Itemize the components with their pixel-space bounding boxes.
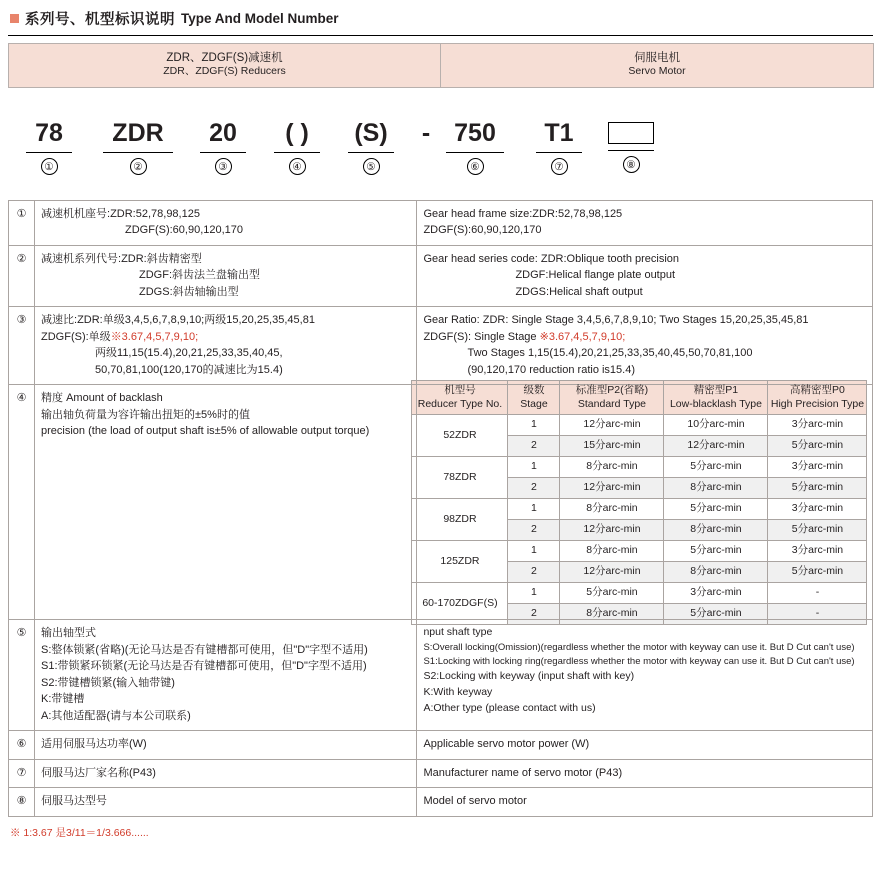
row-2-chinese <box>35 245 417 307</box>
row-7-chinese: 伺服马达厂家名称(P43) <box>35 759 417 788</box>
table-row-motor-model <box>9 788 873 817</box>
backlash-p2-1-1: 12分arc-min <box>560 415 664 436</box>
row-5-en-line-6: A:Other type (please contact with us) <box>423 701 596 714</box>
header-band <box>8 43 874 88</box>
title-chinese: 系列号、机型标识说明 <box>25 12 175 28</box>
backlash-stage-5-1: 1 <box>508 583 560 604</box>
page-title <box>8 6 873 35</box>
backlash-p1-2-1: 5分arc-min <box>664 457 768 478</box>
backlash-p0-1-1: 3分arc-min <box>768 415 867 436</box>
code-segment-3 <box>192 116 254 175</box>
row-5-en-line-4: S2:Locking with keyway (input shaft with key) <box>423 670 635 683</box>
backlash-p2-4-2: 12分arc-min <box>560 562 664 583</box>
code-text-5: (S) <box>354 118 388 147</box>
code-underline-2 <box>103 152 173 153</box>
code-underline-3 <box>200 152 246 153</box>
backlash-col-p1 <box>664 381 768 415</box>
row-index-2: ② <box>9 245 35 307</box>
row-3-cn-line-2 <box>41 329 410 346</box>
row-5-english <box>417 620 873 731</box>
row-3-cn-line-3: 两级11,15(15.4),20,21,25,33,35,40,45, <box>95 347 283 359</box>
row-3-en-line-2-mark: ※3.67,4,5,7,9,10; <box>539 330 626 343</box>
row-5-cn-line-4: S2:带键槽锁紧(输入轴带键) <box>41 676 175 689</box>
backlash-p1-1-1: 10分arc-min <box>664 415 768 436</box>
row-2-english <box>417 245 873 307</box>
table-row <box>412 415 867 436</box>
code-separator-dash <box>414 116 438 150</box>
backlash-p1-4-1: 5分arc-min <box>664 541 768 562</box>
header-servo-cn: 伺服电机 <box>634 52 680 64</box>
row-6-english: Applicable servo motor power (W) <box>417 731 873 760</box>
backlash-p2-3-1: 8分arc-min <box>560 499 664 520</box>
model-code-diagram <box>8 94 873 194</box>
backlash-p0-3-2: 5分arc-min <box>768 520 867 541</box>
table-row <box>412 457 867 478</box>
code-segment-6 <box>440 116 510 175</box>
backlash-stage-5-2: 2 <box>508 604 560 625</box>
code-text-dash: - <box>421 118 431 147</box>
row-4-cn-line-3: precision (the load of output shaft is±5% of allowable output torque) <box>41 425 370 437</box>
row-4-chinese <box>35 385 417 620</box>
row-5-chinese <box>35 620 417 731</box>
code-segment-1 <box>18 116 80 175</box>
code-box-8 <box>608 122 654 144</box>
footnote: ※ 1:3.67 是3/11＝1/3.666...... <box>10 826 149 839</box>
row-index-3: ③ <box>9 307 35 385</box>
backlash-p1-5-2: 5分arc-min <box>664 604 768 625</box>
backlash-model-1: 52ZDR <box>412 415 508 457</box>
backlash-p0-2-2: 5分arc-min <box>768 478 867 499</box>
backlash-p0-2-1: 3分arc-min <box>768 457 867 478</box>
row-5-cn-line-6: A:其他适配器(请与本公司联系) <box>41 709 191 722</box>
row-5-en-line-5: K:With keyway <box>423 686 493 698</box>
backlash-col-p2-en: Standard Type <box>577 397 646 410</box>
row-2-en-line-2: ZDGF:Helical flange plate output <box>515 269 676 281</box>
code-index-3: ③ <box>215 158 232 175</box>
code-segment-4 <box>266 116 328 175</box>
row-index-7: ⑦ <box>9 759 35 788</box>
row-4-backlash-table-cell <box>417 385 873 620</box>
table-row <box>412 583 867 604</box>
row-8-chinese: 伺服马达型号 <box>35 788 417 817</box>
backlash-p2-1-2: 15分arc-min <box>560 436 664 457</box>
backlash-p0-1-2: 5分arc-min <box>768 436 867 457</box>
backlash-p1-2-2: 8分arc-min <box>664 478 768 499</box>
backlash-model-2: 78ZDR <box>412 457 508 499</box>
backlash-p1-5-1: 3分arc-min <box>664 583 768 604</box>
code-index-5: ⑤ <box>363 158 380 175</box>
backlash-model-5: 60-170ZDGF(S) <box>412 583 508 625</box>
backlash-col-p0-en: High Precision Type <box>770 397 865 410</box>
row-3-cn-line-2-mark: ※3.67,4,5,7,9,10; <box>110 330 199 343</box>
backlash-col-p0 <box>768 381 867 415</box>
row-3-en-line-2-a: ZDGF(S): Single Stage <box>423 330 540 343</box>
backlash-col-model-cn: 机型号 <box>444 383 476 396</box>
header-reducers-cn: ZDR、ZDGF(S)减速机 <box>166 52 283 64</box>
title-bullet-icon <box>10 14 19 23</box>
row-3-chinese <box>35 307 417 385</box>
backlash-p0-4-1: 3分arc-min <box>768 541 867 562</box>
backlash-table <box>411 380 867 625</box>
row-3-en-line-2 <box>423 329 866 346</box>
row-2-cn-line-2: ZDGF:斜齿法兰盘输出型 <box>139 269 261 281</box>
row-index-4: ④ <box>9 385 35 620</box>
code-segment-5 <box>340 116 402 175</box>
code-underline-6 <box>446 152 504 153</box>
row-5-cn-line-1: 输出轴型式 <box>41 627 97 639</box>
backlash-col-stage <box>508 381 560 415</box>
header-cell-servo <box>441 44 874 88</box>
code-index-7: ⑦ <box>551 158 568 175</box>
table-row-shaft-type <box>9 620 873 731</box>
code-underline-7 <box>536 152 582 153</box>
table-row-manufacturer <box>9 759 873 788</box>
backlash-col-p1-en: Low-blacklash Type <box>669 397 762 410</box>
header-reducers-en: ZDR、ZDGF(S) Reducers <box>163 65 286 78</box>
backlash-col-model-en: Reducer Type No. <box>417 397 503 410</box>
backlash-header-row <box>412 381 867 415</box>
backlash-p2-3-2: 12分arc-min <box>560 520 664 541</box>
row-3-cn-line-1: 减速比:ZDR:单级3,4,5,6,7,8,9,10;两级15,20,25,35,45,81 <box>41 314 315 326</box>
backlash-stage-4-1: 1 <box>508 541 560 562</box>
code-index-8: ⑧ <box>623 156 640 173</box>
backlash-stage-3-2: 2 <box>508 520 560 541</box>
header-servo-en: Servo Motor <box>628 65 686 78</box>
row-index-1: ① <box>9 200 35 245</box>
code-index-4: ④ <box>289 158 306 175</box>
header-cell-reducers <box>9 44 441 88</box>
row-1-en-line-1: Gear head frame size:ZDR:52,78,98,125 <box>423 207 623 220</box>
table-row-motor-power <box>9 731 873 760</box>
backlash-col-stage-cn: 级数 <box>523 383 545 396</box>
backlash-col-p2-cn: 标准型P2(省略) <box>575 383 649 396</box>
backlash-p0-5-1: - <box>768 583 867 604</box>
row-index-6: ⑥ <box>9 731 35 760</box>
row-5-cn-line-5: K:带键槽 <box>41 693 85 705</box>
backlash-p1-4-2: 8分arc-min <box>664 562 768 583</box>
row-1-cn-line-2: ZDGF(S):60,90,120,170 <box>125 224 244 236</box>
spec-table <box>8 200 873 817</box>
code-index-2: ② <box>130 158 147 175</box>
row-7-english: Manufacturer name of servo motor (P43) <box>417 759 873 788</box>
table-row-gear-ratio <box>9 307 873 385</box>
row-3-cn-line-2-a: ZDGF(S):单级 <box>41 330 111 343</box>
backlash-stage-4-2: 2 <box>508 562 560 583</box>
row-1-en-line-2: ZDGF(S):60,90,120,170 <box>423 224 542 236</box>
code-segment-2 <box>96 116 180 175</box>
backlash-p1-3-2: 8分arc-min <box>664 520 768 541</box>
row-3-en-line-3: Two Stages 1,15(15.4),20,21,25,33,35,40,45,50,70,81,100 <box>467 347 753 359</box>
row-index-5: ⑤ <box>9 620 35 731</box>
title-divider <box>8 35 873 36</box>
row-1-chinese <box>35 200 417 245</box>
backlash-model-4: 125ZDR <box>412 541 508 583</box>
code-text-3: 20 <box>209 118 237 147</box>
backlash-p2-4-1: 8分arc-min <box>560 541 664 562</box>
backlash-col-stage-en: Stage <box>520 397 548 410</box>
backlash-stage-2-2: 2 <box>508 478 560 499</box>
row-4-cn-line-1: 精度 Amount of backlash <box>41 392 163 404</box>
backlash-p2-5-1: 5分arc-min <box>560 583 664 604</box>
backlash-p1-3-1: 5分arc-min <box>664 499 768 520</box>
backlash-stage-2-1: 1 <box>508 457 560 478</box>
code-text-2: ZDR <box>112 118 164 147</box>
row-2-cn-line-3: ZDGS:斜齿轴输出型 <box>139 285 239 298</box>
backlash-col-p2 <box>560 381 664 415</box>
code-underline-8 <box>608 150 654 151</box>
table-row <box>412 499 867 520</box>
backlash-stage-1-1: 1 <box>508 415 560 436</box>
row-1-english <box>417 200 873 245</box>
code-index-1: ① <box>41 158 58 175</box>
code-text-6: 750 <box>454 118 496 147</box>
backlash-col-model <box>412 381 508 415</box>
row-2-en-line-3: ZDGS:Helical shaft output <box>515 285 643 298</box>
backlash-p0-3-1: 3分arc-min <box>768 499 867 520</box>
row-4-cn-line-2: 输出轴负荷量为容许输出扭矩的±5%时的值 <box>41 408 250 421</box>
code-text-1: 78 <box>35 118 63 147</box>
code-index-6: ⑥ <box>467 158 484 175</box>
row-3-english <box>417 307 873 385</box>
backlash-col-p0-cn: 高精密型P0 <box>790 383 845 396</box>
backlash-p2-5-2: 8分arc-min <box>560 604 664 625</box>
row-3-cn-line-4: 50,70,81,100(120,170的减速比为15.4) <box>95 363 283 376</box>
code-segment-7 <box>528 116 590 175</box>
row-6-chinese: 适用伺服马达功率(W) <box>35 731 417 760</box>
backlash-stage-3-1: 1 <box>508 499 560 520</box>
row-1-cn-line-1: 减速机机座号:ZDR:52,78,98,125 <box>41 207 200 220</box>
backlash-p0-5-2: - <box>768 604 867 625</box>
table-row <box>412 541 867 562</box>
title-english: Type And Model Number <box>181 11 339 26</box>
backlash-p0-4-2: 5分arc-min <box>768 562 867 583</box>
code-segment-8 <box>600 116 662 173</box>
row-5-cn-line-2: S:整体锁紧(省略)(无论马达是否有键槽都可使用，但"D"字型不适用) <box>41 643 368 656</box>
row-3-en-line-1: Gear Ratio: ZDR: Single Stage 3,4,5,6,7,8,9,10; Two Stages 15,20,25,35,45,81 <box>423 314 809 326</box>
row-index-8: ⑧ <box>9 788 35 817</box>
row-5-en-line-2: S:Overall locking(Omission)(regardless whether the motor with keyway can use it. But D Cut can't use) <box>423 641 855 653</box>
backlash-model-3: 98ZDR <box>412 499 508 541</box>
code-underline-1 <box>26 152 72 153</box>
row-2-en-line-1: Gear head series code: ZDR:Oblique tooth precision <box>423 252 680 265</box>
backlash-p2-2-2: 12分arc-min <box>560 478 664 499</box>
code-text-7: T1 <box>544 118 574 147</box>
row-5-en-line-3: S1:Locking with locking ring(regardless whether the motor with keyway can use it. But D Cut can't use) <box>423 656 855 667</box>
row-5-en-line-1: nput shaft type <box>423 626 493 638</box>
backlash-p2-2-1: 8分arc-min <box>560 457 664 478</box>
table-row-frame-size <box>9 200 873 245</box>
code-text-4: ( ) <box>285 118 309 147</box>
row-8-english: Model of servo motor <box>417 788 873 817</box>
table-row-backlash <box>9 385 873 620</box>
table-row-series-code <box>9 245 873 307</box>
code-underline-4 <box>274 152 320 153</box>
row-3-en-line-4: (90,120,170 reduction ratio is15.4) <box>467 363 636 376</box>
row-5-cn-line-3: S1:带锁紧环锁紧(无论马达是否有键槽都可使用，但"D"字型不适用) <box>41 660 367 672</box>
backlash-col-p1-cn: 精密型P1 <box>693 383 739 396</box>
code-underline-5 <box>348 152 394 153</box>
row-2-cn-line-1: 减速机系列代号:ZDR:斜齿精密型 <box>41 252 202 265</box>
backlash-p1-1-2: 12分arc-min <box>664 436 768 457</box>
backlash-stage-1-2: 2 <box>508 436 560 457</box>
